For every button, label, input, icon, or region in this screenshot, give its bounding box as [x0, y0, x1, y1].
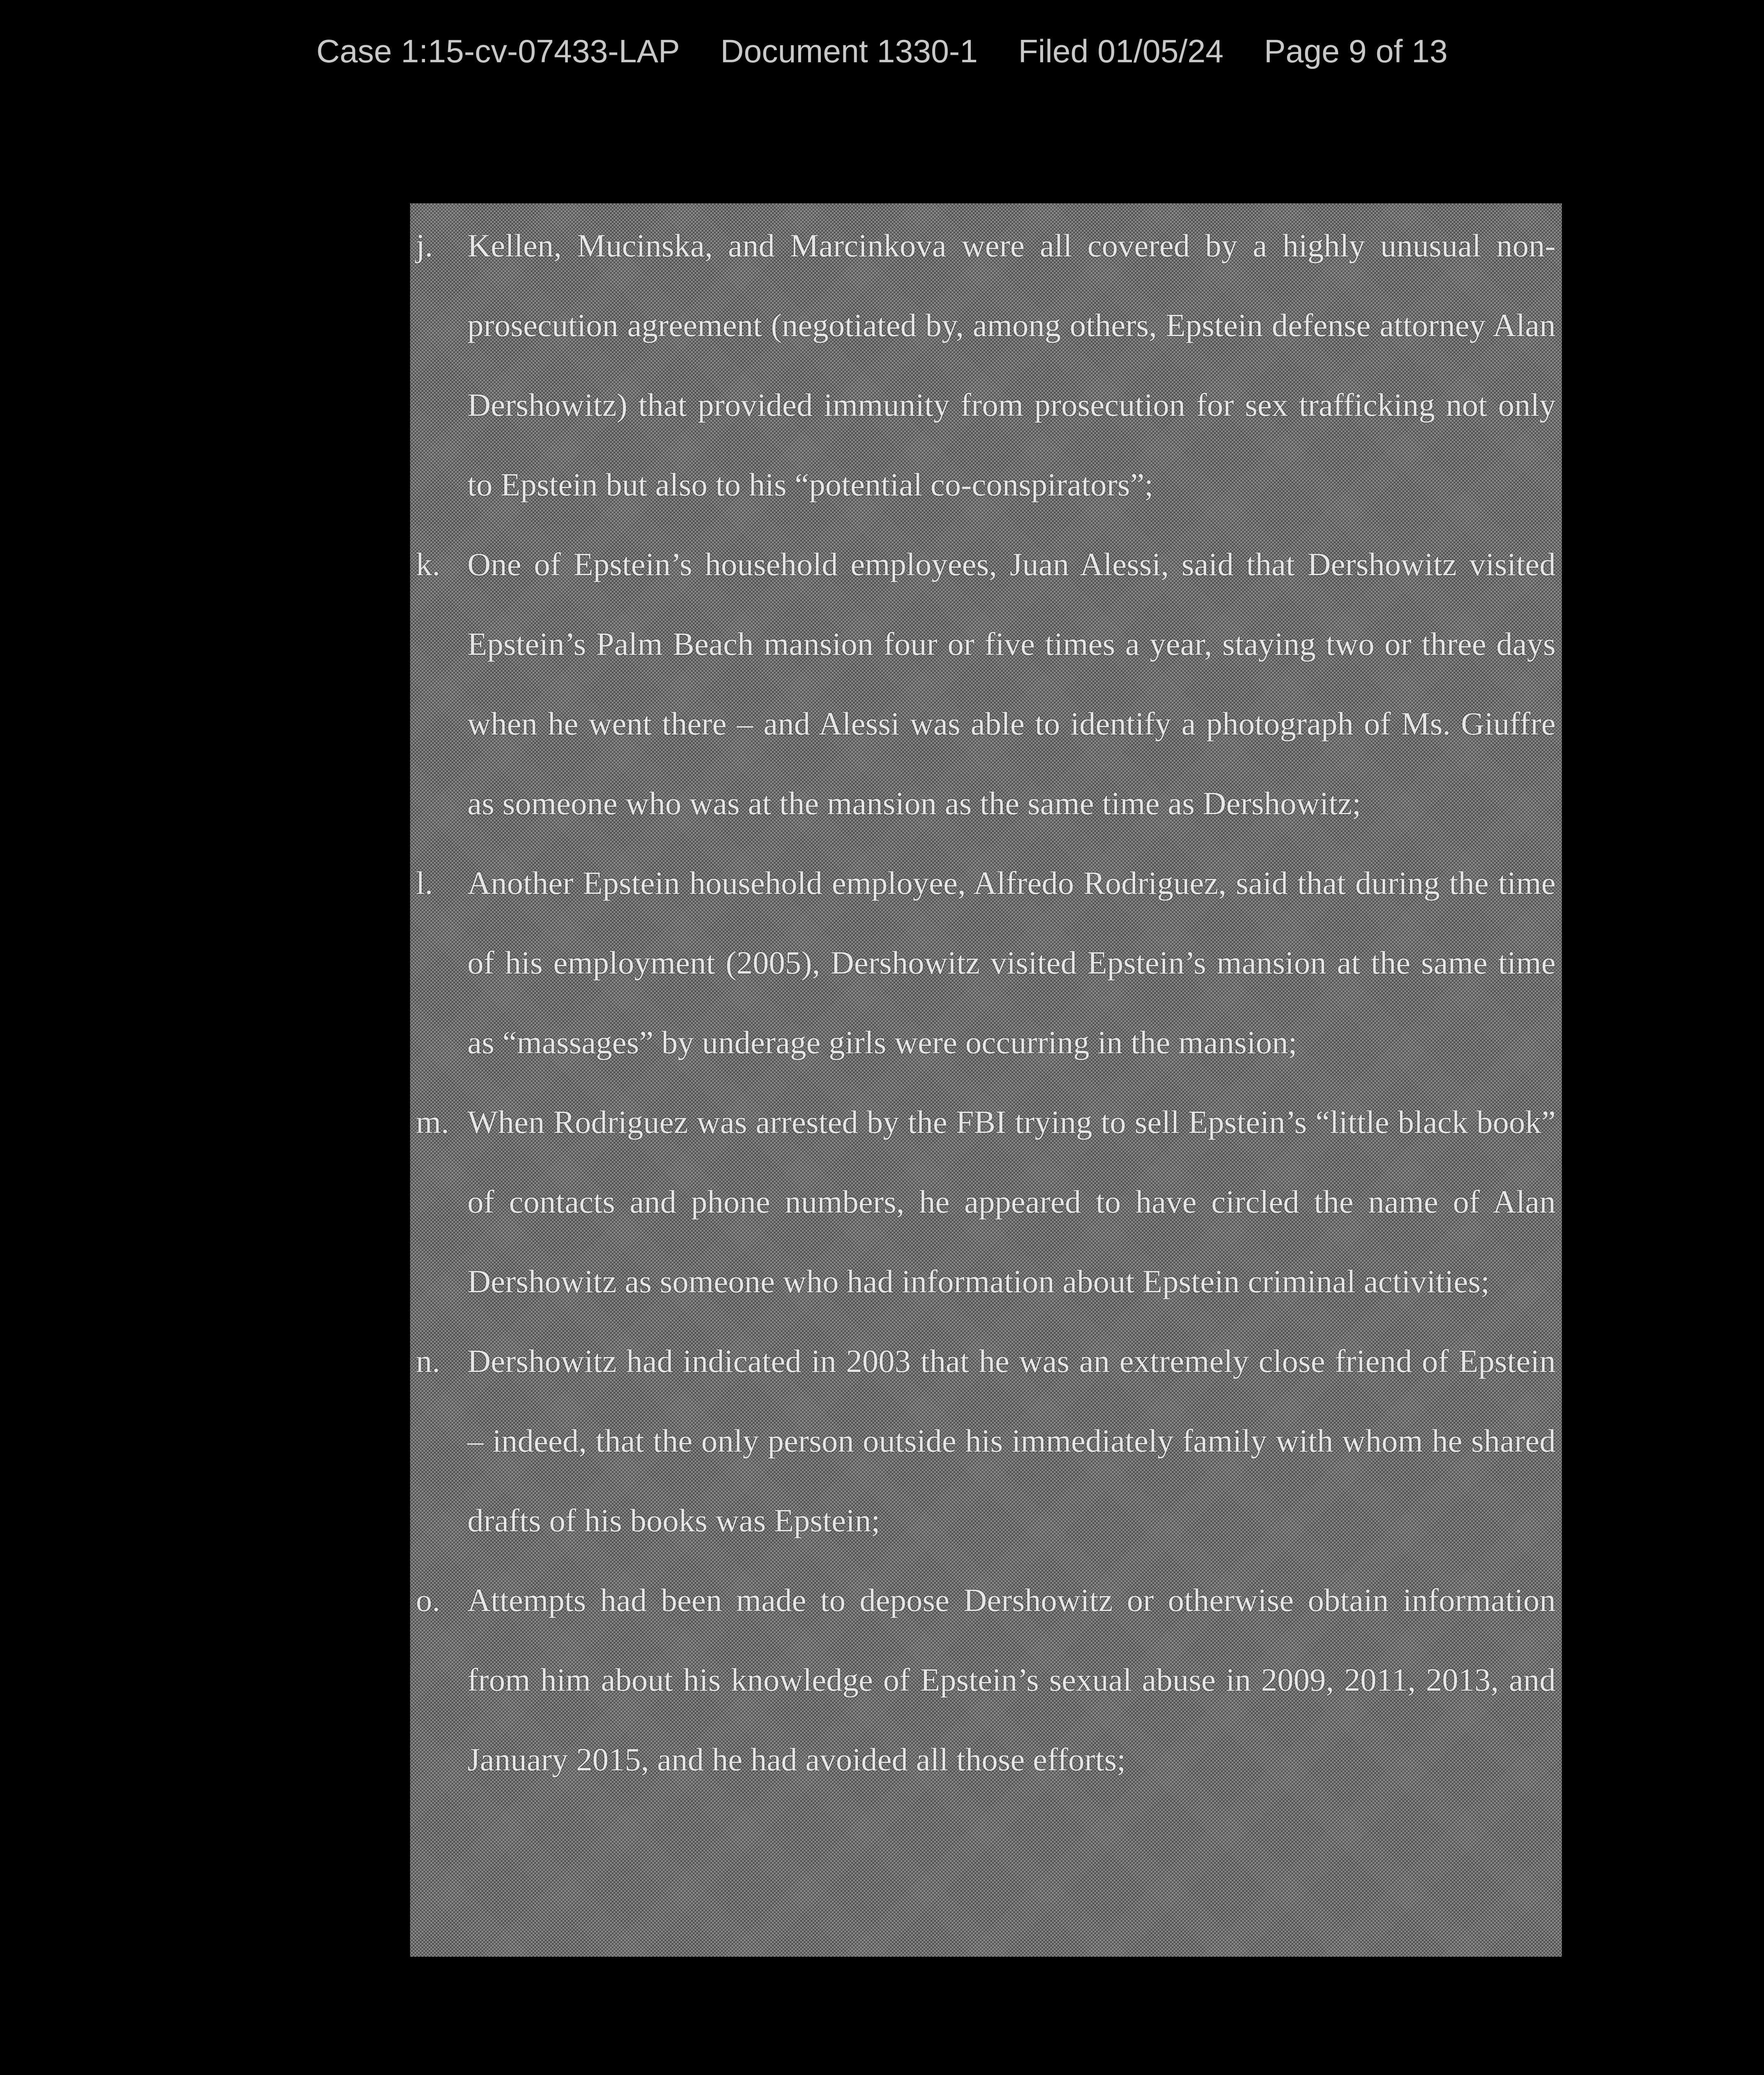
- list-item: [410, 206, 1556, 525]
- list-item-text: Kellen, Mucinska, and Marcinkova were all covered by a highly unusual non-prosecution agreement (negotiated by, among others, Epstein defense attorney Alan Dershowitz) that provided immunity from prosecution for sex trafficking not only to Epstein but also to his “potential co-conspirators”;: [467, 227, 1556, 503]
- list-item-text: One of Epstein’s household employees, Juan Alessi, said that Dershowitz visited Epstein’s Palm Beach mansion four or five times a year, staying two or three days when he went there – and Alessi was able to identify a photograph of Ms. Giuffre as someone who was at the mansion as the same time as Dershowitz;: [467, 546, 1556, 821]
- list-item: [410, 525, 1556, 843]
- page-indicator: Page 9 of 13: [1264, 33, 1448, 69]
- filed-date: Filed 01/05/24: [1018, 33, 1224, 69]
- list-item-text: Another Epstein household employee, Alfredo Rodriguez, said that during the time of his employment (2005), Dershowitz visited Epstein’s mansion at the same time as “massages” by underage girls were occurring in the mansion;: [467, 865, 1556, 1060]
- list-item-letter: n.: [416, 1343, 440, 1379]
- list-item-text: Attempts had been made to depose Dershowitz or otherwise obtain information from him about his knowledge of Epstein’s sexual abuse in 2009, 2011, 2013, and January 2015, and he had avoided all those efforts;: [467, 1582, 1556, 1777]
- case-number: Case 1:15-cv-07433-LAP: [316, 33, 680, 69]
- list-item-letter: m.: [416, 1104, 450, 1140]
- list-item-letter: k.: [416, 546, 440, 582]
- list-item-letter: l.: [416, 865, 433, 901]
- list-item-text: Dershowitz had indicated in 2003 that he was an extremely close friend of Epstein – indeed, that the only person outside his immediately family with whom he shared drafts of his books was Epstein;: [467, 1343, 1556, 1538]
- document-number: Document 1330-1: [720, 33, 978, 69]
- page-header: [0, 32, 1764, 70]
- numbered-list: [410, 206, 1556, 1799]
- list-item-letter: o.: [416, 1582, 440, 1618]
- list-item: [410, 1082, 1556, 1321]
- list-item: [410, 1321, 1556, 1560]
- list-item: [410, 843, 1556, 1082]
- list-item-letter: j.: [416, 227, 433, 264]
- list-item-text: When Rodriguez was arrested by the FBI trying to sell Epstein’s “little black book” of contacts and phone numbers, he appeared to have circled the name of Alan Dershowitz as someone who had information about Epstein criminal activities;: [467, 1104, 1556, 1299]
- list-item: [410, 1560, 1556, 1799]
